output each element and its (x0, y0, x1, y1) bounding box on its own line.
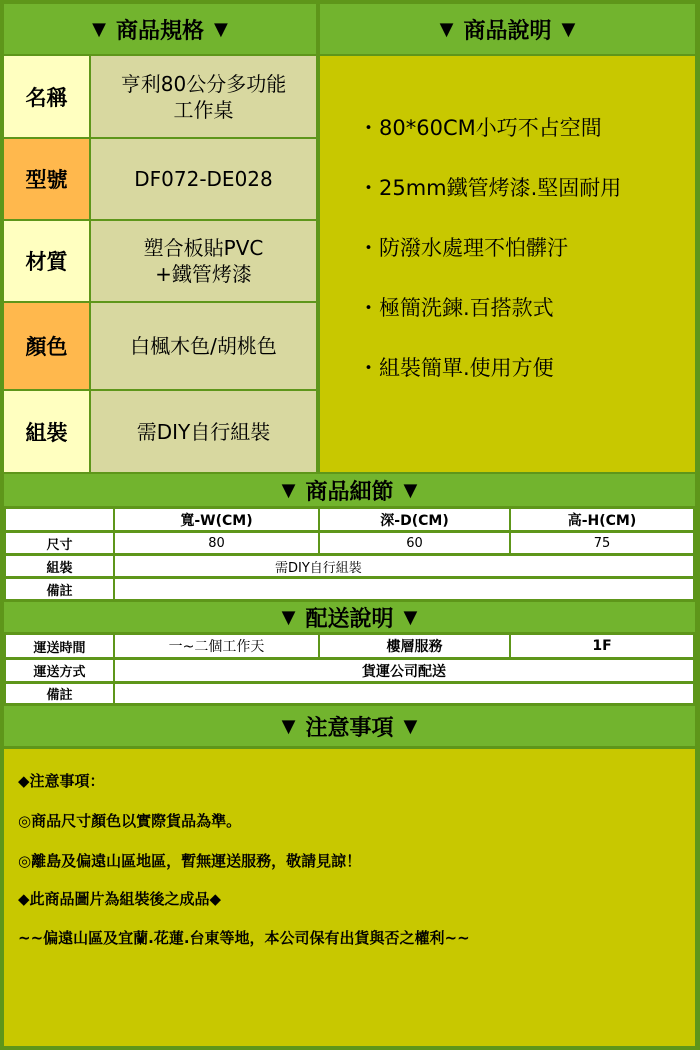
spec-value-material: 塑合板貼PVC +鐵管烤漆 (91, 221, 316, 301)
spec-value-color: 白楓木色/胡桃色 (91, 303, 316, 389)
down-triangle-icon: ▼ (403, 606, 418, 628)
delivery-method-label: 運送方式 (6, 660, 113, 681)
description-item: ・25mm鐵管烤漆.堅固耐用 (358, 176, 622, 200)
spec-label-material: 材質 (4, 221, 89, 301)
down-triangle-icon: ▼ (281, 606, 296, 628)
delivery-note-label: 備註 (6, 684, 113, 703)
details-header (4, 474, 695, 506)
details-col-depth: 深-D(CM) (320, 509, 509, 530)
description-item: ・防潑水處理不怕髒汙 (358, 236, 568, 260)
down-triangle-icon: ▼ (561, 18, 576, 40)
notice-line: ◆注意事項： (18, 772, 105, 790)
details-col-height: 高-H(CM) (511, 509, 693, 530)
details-corner-cell (6, 509, 113, 530)
delivery-floor-value: 1F (511, 635, 693, 657)
spec-label-name: 名稱 (4, 56, 89, 137)
delivery-time-label: 運送時間 (6, 635, 113, 657)
notice-panel (4, 749, 695, 1046)
description-item: ・極簡洗鍊.百搭款式 (358, 296, 554, 320)
delivery-floor-label: 樓層服務 (320, 635, 509, 657)
notice-header-label: 注意事項 (305, 715, 394, 741)
description-header (320, 4, 695, 54)
down-triangle-icon: ▼ (214, 18, 228, 40)
spec-value-model: DF072-DE028 (91, 139, 316, 219)
down-triangle-icon: ▼ (281, 479, 296, 501)
down-triangle-icon: ▼ (403, 715, 418, 737)
spec-label-color: 顏色 (4, 303, 89, 389)
notice-line: ◎商品尺寸顏色以實際貨品為準。 (18, 812, 242, 830)
description-item: ・80*60CM小巧不占空間 (358, 116, 602, 140)
spec-header-label: 商品規格 (115, 18, 204, 44)
delivery-header (4, 602, 695, 632)
notice-line: ~~偏遠山區及宜蘭.花蓮.台東等地，本公司保有出貨與否之權利~~ (18, 929, 470, 947)
down-triangle-icon: ▼ (439, 18, 454, 40)
delivery-header-label: 配送說明 (305, 606, 394, 632)
spec-value-assembly: 需DIY自行組裝 (91, 391, 316, 472)
notice-header (4, 706, 695, 746)
details-size-height: 75 (511, 533, 693, 553)
description-header-label: 商品說明 (463, 18, 552, 44)
details-col-width: 寬-W(CM) (115, 509, 318, 530)
details-assembly-label: 組裝 (6, 556, 113, 576)
delivery-time-value: 一~二個工作天 (115, 635, 318, 657)
details-size-depth: 60 (320, 533, 509, 553)
delivery-note-value (115, 684, 693, 703)
spec-label-assembly: 組裝 (4, 391, 89, 472)
details-size-label: 尺寸 (6, 533, 113, 553)
details-assembly-value: 需DIY自行組裝 (115, 556, 693, 576)
notice-line: ◎離島及偏遠山區地區，暫無運送服務，敬請見諒！ (18, 852, 362, 870)
down-triangle-icon: ▼ (403, 479, 418, 501)
down-triangle-icon: ▼ (92, 18, 106, 40)
details-note-value (115, 579, 693, 599)
details-size-width: 80 (115, 533, 318, 553)
description-item: ・組裝簡單.使用方便 (358, 356, 554, 380)
details-note-label: 備註 (6, 579, 113, 599)
down-triangle-icon: ▼ (281, 715, 296, 737)
spec-header (4, 4, 316, 54)
delivery-method-value: 貨運公司配送 (115, 660, 693, 681)
details-header-label: 商品細節 (305, 479, 394, 505)
spec-value-name: 亨利80公分多功能 工作桌 (91, 56, 316, 137)
spec-label-model: 型號 (4, 139, 89, 219)
notice-line: ◆此商品圖片為組裝後之成品◆ (18, 890, 222, 908)
